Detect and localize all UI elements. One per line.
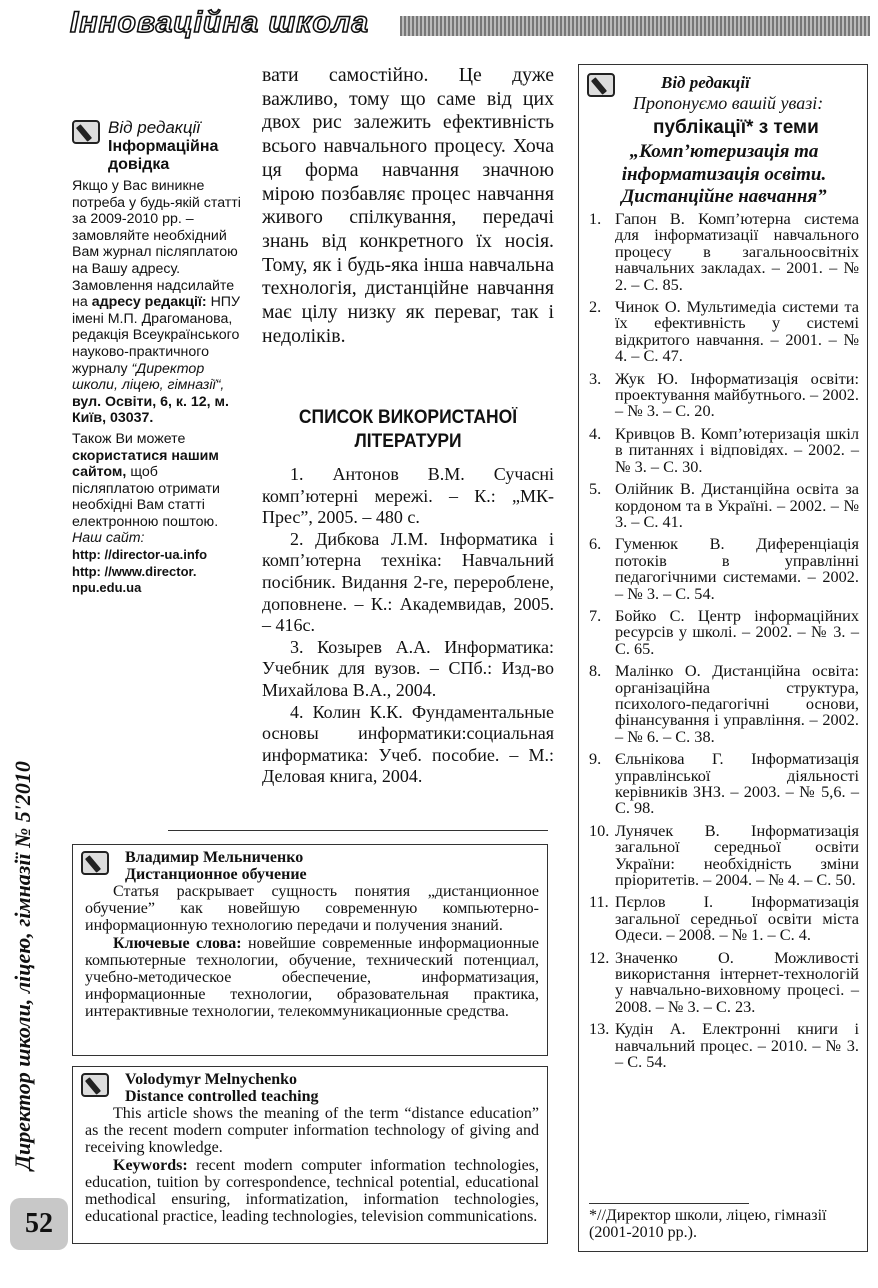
sidebar-heading: Від редакції — [108, 118, 201, 137]
abstract-text: Статья раскрывает сущность понятия „дистанционное обучение” как новейшую современную компьютерно-информационную технологию передачи и получения знаний. — [85, 883, 539, 935]
references-title: СПИСОК ВИКОРИСТАНОЇ ЛІТЕРАТУРИ — [298, 407, 518, 452]
list-item — [589, 211, 859, 293]
item-number: 8. — [589, 661, 602, 681]
item-number: 5. — [589, 479, 602, 499]
sidebar-text: Також Ви можете — [72, 430, 186, 447]
list-item — [589, 947, 859, 1016]
sidebar-text: НПУ імені М.П. Драгоманова, редакція Всеукраїнського науково-практичного журналу — [72, 294, 241, 377]
references-list — [262, 464, 554, 788]
item-text: Кривцов В. Комп’ютеризація шкіл в питаннях і відповідях. – 2002. – № 3. – С. 30. — [615, 423, 859, 476]
list-item — [589, 1021, 859, 1070]
footnote: *//Директор школи, ліцею, гімназії (2001-2010 рр.). — [589, 1207, 827, 1241]
list-item — [589, 299, 859, 365]
item-text: Гапон В. Комп’ютерна система для інформатизації навчального процесу в загальноосвітніх навчальних закладах. – 2001. – № 2. – С. 85. — [615, 209, 859, 294]
item-number: 10. — [589, 820, 610, 840]
item-number: 11. — [589, 892, 609, 912]
item-number: 9. — [589, 749, 602, 769]
item-text: Чинок О. Мультимедіа системи та їх ефективність у системі відкритого навчання. – 2001. – № 4. – С. 47. — [615, 297, 859, 366]
abstract-title: Дистанционное обучение — [125, 866, 307, 883]
item-text: Кудін А. Електронні книги і навчальний процес. – 2010. – № 3. – С. 54. — [615, 1019, 859, 1072]
list-item — [589, 368, 859, 421]
publications-list — [589, 211, 859, 1077]
sidebar-info — [72, 118, 242, 597]
footnote-divider — [589, 1203, 749, 1204]
item-number: 4. — [589, 423, 602, 443]
item-number: 13. — [589, 1019, 610, 1039]
item-text: Жук Ю. Інформатизація освіти: проектування майбутнього. – 2002. – № 3. – С. 20. — [615, 368, 859, 421]
sidebar-bold: скористатися нашим сайтом, — [72, 447, 219, 481]
item-number: 7. — [589, 605, 602, 625]
sidebar-text: щоб післяплатою отримати необхідні Вам статті електронною поштою. — [72, 464, 220, 530]
sidebar-italic: “Директор школи, ліцею, гімназії“, — [72, 360, 225, 394]
list-item — [589, 481, 859, 530]
keywords-label: Ключевые слова: — [113, 934, 242, 952]
keywords-text: recent modern computer information technologies, education, tuition by correspondence, technical potential, educational methodical ensuring, informatization, information technologies, educational practice, leading technologies, television communications. — [85, 1156, 540, 1226]
topic-title: „Комп’ютеризація та інформатизація освіти. Дистанційне навчання” — [621, 141, 827, 207]
list-item — [589, 423, 859, 476]
journal-title-vertical: Директор школи, ліцею, гімназії № 5'2010 — [10, 761, 35, 1170]
reference-item: 3. Козырев А.А. Информатика: Учебник для вузов. – СПб.: Изд-во Михайлова В.А., 2004. — [262, 636, 554, 700]
abstract-keywords — [85, 1157, 539, 1226]
item-text: Гуменюк В. Диференціація потоків в управлінні педагогічними системами. – 2002. – № 3. – С. 54. — [615, 534, 859, 603]
pen-icon — [81, 1073, 109, 1097]
section-title: Інноваційна школа — [70, 6, 370, 39]
abstract-en — [72, 1066, 548, 1244]
site-link[interactable]: http: //director-ua.info — [72, 547, 208, 563]
page-header — [70, 6, 870, 42]
sidebar-address: вул. Освіти, 6, к. 12, м. Київ, 03037. — [72, 393, 229, 427]
list-item — [589, 894, 859, 943]
item-text: Олійник В. Дистанційна освіта за кордоном та в Україні. – 2002. – № 3. – С. 41. — [615, 479, 859, 531]
header-stripe — [400, 16, 870, 36]
sidebar-paragraph — [72, 431, 242, 547]
abstract-author: Владимир Мельниченко — [125, 849, 304, 866]
item-text: Бойко С. Центр інформаційних ресурсів у школі. – 2002. – № 3. – С. 65. — [615, 605, 859, 658]
item-text: Лунячек В. Інформатизація загальної середньої освіти України: необхідність зміни пріоритетів. – 2004. – № 4. – С. 50. — [615, 820, 859, 890]
abstract-author: Volodymyr Melnychenko — [125, 1071, 298, 1088]
reference-item: 2. Дибкова Л.М. Інформатика і комп’ютерна техніка: Навчальний посібник. Видання 2-ге, перероблене, доповнене. – К.: Академвидав, 2005. – 416с. — [262, 528, 554, 636]
abstract-text: This article shows the meaning of the term “distance education” as the recent modern computer information technology of giving and receiving knowledge. — [85, 1105, 539, 1157]
item-number: 3. — [589, 368, 602, 388]
item-text: Пєрлов І. Інформатизація загальної середньої освіти міста Одеси. – 2008. – № 1. – С. 4. — [615, 892, 859, 945]
abstract-keywords — [85, 935, 539, 1021]
editors-label: Від редакції — [661, 73, 750, 92]
list-item — [589, 751, 859, 817]
sidebar-paragraph — [72, 178, 242, 427]
abstract-ru — [72, 844, 548, 1056]
list-item — [589, 536, 859, 602]
site-label: Наш сайт: — [72, 530, 145, 547]
item-number: 1. — [589, 209, 602, 228]
abstract-title: Distance controlled teaching — [125, 1088, 319, 1105]
reference-item: 4. Колин К.К. Фундаментальные основы информатики:социальная информатика: Учеб. пособие. – М.: Деловая книга, 2004. — [262, 701, 554, 787]
list-item — [589, 663, 859, 745]
divider — [168, 830, 548, 831]
publications-box — [578, 64, 868, 1252]
item-number: 6. — [589, 534, 602, 554]
sidebar-subheading: Інформаційна довідка — [108, 138, 219, 173]
list-item — [589, 820, 859, 890]
sidebar-bold: адресу редакції: — [91, 294, 207, 311]
pen-icon — [81, 851, 109, 875]
reference-item: 1. Антонов В.М. Сучасні комп’ютерні мережі. – К.: „МК-Прес”, 2005. – 480 с. — [262, 464, 554, 528]
page-number: 52 — [10, 1198, 68, 1250]
item-number: 12. — [589, 947, 610, 967]
keywords-text: новейшие современные информационные компьютерные технологии, обучение, технический потенциал, учебно-методическое обеспечение, информатизация, информационные технологии, образовательная практика, интерактивные технологии, телекоммуникационные средства. — [85, 934, 539, 1021]
item-text: Значенко О. Можливості використання інтернет-технологій у навчально-виховному процесі. – 2008. – № 3. – С. 23. — [615, 947, 859, 1016]
item-text: Єльнікова Г. Інформатизація управлінської діяльності керівників ЗНЗ. – 2003. – № 5,6. – С. 98. — [615, 749, 859, 818]
article-body: вати самостійно. Це дуже важливо, тому що саме від цих двох рис залежить ефективність всього навчального процесу. Хоча ця форма навчання значною мірою позбавляє процес навчання живого спілкування, передачі знань від конкретного їх носія. Тому, як і будь-яка інша навчальна технологія, дистанційне навчання має цілу низку як переваг, так і недоліків. — [262, 64, 554, 347]
sidebar-text: Якщо у Вас виникне потреба у будь-якій статті за 2009-2010 рр. – замовляйте необхідний Вам журнал післяплатою на Вашу адресу. Замовлення надсилайте на — [72, 178, 241, 311]
keywords-label: Keywords: — [113, 1156, 188, 1174]
pen-icon — [587, 73, 615, 97]
publications-label: публікації* з теми — [653, 117, 819, 138]
item-number: 2. — [589, 297, 602, 317]
pen-icon — [72, 120, 100, 144]
list-item — [589, 605, 859, 658]
site-link[interactable]: http: //www.director. npu.edu.ua — [72, 563, 197, 596]
item-text: Малінко О. Дистанційна освіта: організаційна структура, психолого-педагогічні основи, фінансування і управління. – 2002. – № 6. – С. 38. — [615, 661, 859, 746]
offer-text: Пропонуємо вашій увазі: — [633, 93, 824, 113]
